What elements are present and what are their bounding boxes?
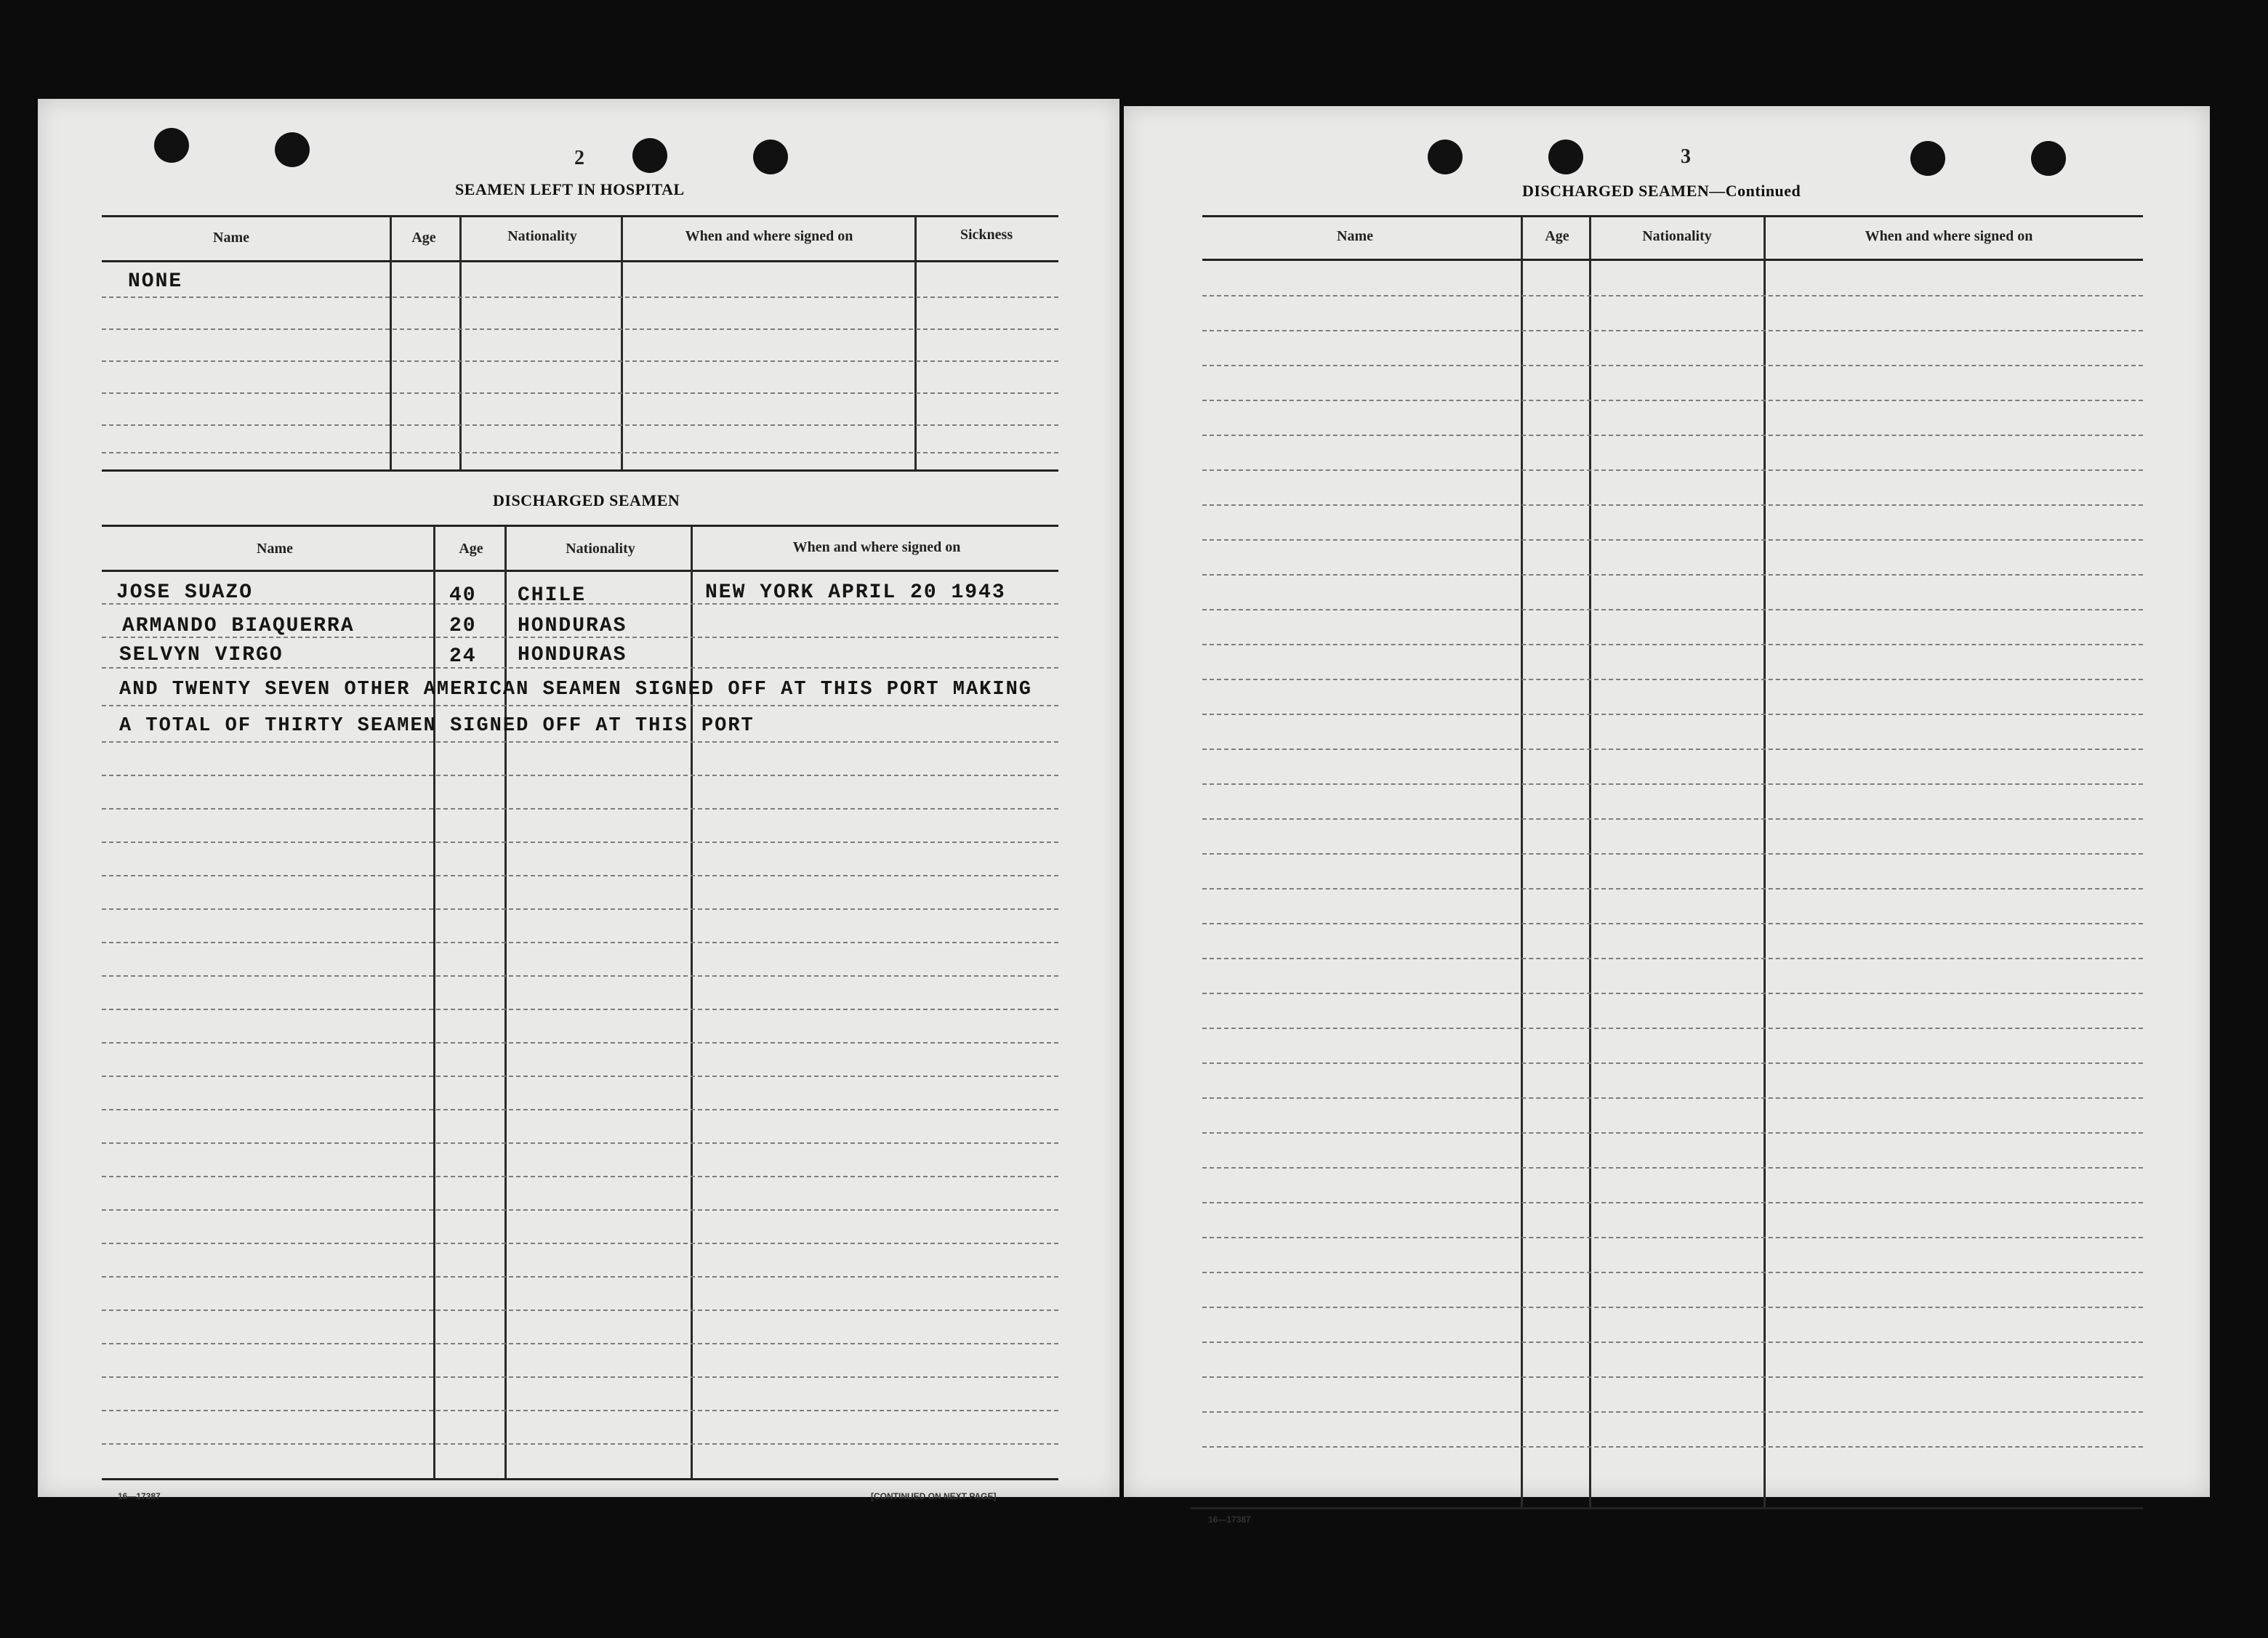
col-header-signed-on: When and where signed on	[685, 228, 853, 244]
ruled-line	[1202, 1132, 2143, 1134]
ruled-line	[1202, 539, 2143, 541]
col-header-nationality: Nationality	[1642, 228, 1712, 244]
ruled-line	[1202, 295, 2143, 296]
seaman-signed-on: NEW YORK APRIL 20 1943	[705, 581, 1006, 604]
ruled-line	[1202, 644, 2143, 645]
ruled-line	[102, 705, 1058, 706]
punch-hole	[275, 132, 310, 167]
seaman-name: SELVYN VIRGO	[119, 644, 284, 666]
ruled-line	[1202, 679, 2143, 680]
col-header-name: Name	[1337, 228, 1373, 244]
column-divider	[621, 217, 623, 469]
ruled-line	[1202, 1202, 2143, 1203]
ruled-line	[102, 1042, 1058, 1044]
discharged-section-title: DISCHARGED SEAMEN	[493, 491, 680, 509]
hospital-section-title: SEAMEN LEFT IN HOSPITAL	[455, 180, 685, 198]
column-divider	[914, 217, 917, 469]
table-rule	[1191, 1507, 2143, 1509]
punch-hole	[1428, 140, 1463, 174]
ruled-line	[102, 1109, 1058, 1110]
ruled-line	[102, 637, 1058, 638]
ruled-line	[1202, 1342, 2143, 1343]
seaman-nationality: HONDURAS	[518, 615, 627, 637]
remark-line: A TOTAL OF THIRTY SEAMEN SIGNED OFF AT THIS PORT	[119, 715, 755, 737]
ruled-line	[1202, 993, 2143, 994]
ruled-line	[1202, 574, 2143, 576]
col-header-age: Age	[411, 230, 436, 246]
column-divider	[1764, 217, 1766, 1507]
page-number: 3	[1681, 145, 1691, 168]
seaman-age: 24	[449, 645, 477, 668]
col-header-age: Age	[1545, 228, 1569, 244]
column-divider	[1589, 217, 1591, 1507]
ruled-line	[102, 1310, 1058, 1311]
table-rule	[102, 469, 1058, 472]
discharged-continued-title: DISCHARGED SEAMEN—Continued	[1522, 182, 1801, 200]
ruled-line	[1202, 1028, 2143, 1029]
ruled-line	[1202, 1411, 2143, 1413]
punch-hole	[753, 140, 788, 174]
ruled-line	[1202, 714, 2143, 715]
column-divider	[504, 526, 507, 1478]
continued-note: [CONTINUED ON NEXT PAGE]	[871, 1491, 997, 1501]
remark-line: AND TWENTY SEVEN OTHER AMERICAN SEAMEN SIGNED OFF AT THIS PORT MAKING	[119, 679, 1032, 701]
ruled-line	[102, 667, 1058, 669]
table-rule	[102, 1478, 1058, 1480]
column-divider	[433, 526, 435, 1478]
col-header-nationality: Nationality	[507, 228, 577, 244]
ruled-line	[102, 775, 1058, 776]
ruled-line	[1202, 1167, 2143, 1169]
seaman-nationality: CHILE	[518, 584, 587, 607]
ruled-line	[1202, 435, 2143, 436]
ruled-line	[1202, 1376, 2143, 1378]
ruled-line	[1202, 888, 2143, 889]
ruled-line	[1202, 504, 2143, 506]
ruled-line	[102, 741, 1058, 743]
ruled-line	[102, 1009, 1058, 1010]
column-divider	[459, 217, 462, 469]
punch-hole	[1910, 141, 1945, 176]
punch-hole	[1548, 140, 1583, 174]
ruled-line	[1202, 1272, 2143, 1273]
ruled-line	[102, 875, 1058, 876]
punch-hole	[154, 128, 189, 163]
hospital-entry: NONE	[128, 270, 183, 293]
ruled-line	[102, 1443, 1058, 1445]
col-header-nationality: Nationality	[566, 541, 635, 557]
ruled-line	[102, 942, 1058, 943]
ruled-line	[102, 1410, 1058, 1411]
ruled-line	[1202, 818, 2143, 820]
ruled-line	[1202, 1062, 2143, 1064]
column-divider	[691, 526, 693, 1478]
ruled-line	[1202, 1307, 2143, 1308]
page-number: 2	[574, 147, 584, 169]
ruled-line	[102, 808, 1058, 810]
ruled-line	[1202, 609, 2143, 610]
col-header-age: Age	[459, 541, 483, 557]
ruled-line	[1202, 1446, 2143, 1448]
ruled-line	[1202, 365, 2143, 366]
ruled-line	[1202, 783, 2143, 785]
ruled-line	[102, 603, 1058, 605]
ruled-line	[102, 1142, 1058, 1144]
ruled-line	[102, 452, 1058, 453]
form-number: 16—17387	[1208, 1514, 1251, 1525]
ruled-line	[1202, 923, 2143, 924]
col-header-name: Name	[257, 541, 293, 557]
punch-hole	[2031, 141, 2066, 176]
seaman-age: 40	[449, 584, 477, 607]
col-header-signed-on: When and where signed on	[792, 539, 961, 555]
ruled-line	[102, 328, 1058, 330]
ruled-line	[102, 1176, 1058, 1177]
ruled-line	[1202, 749, 2143, 750]
punch-hole	[632, 138, 667, 173]
ruled-line	[1202, 1097, 2143, 1099]
table-rule	[102, 525, 1058, 527]
col-header-signed-on: When and where signed on	[1865, 228, 2033, 244]
ruled-line	[102, 1076, 1058, 1077]
ruled-line	[1202, 400, 2143, 401]
table-rule	[102, 570, 1058, 572]
ruled-line	[102, 296, 1058, 298]
table-rule	[1202, 259, 2143, 261]
ruled-line	[1202, 1237, 2143, 1238]
ruled-line	[1202, 958, 2143, 959]
ruled-line	[102, 1376, 1058, 1378]
ruled-line	[102, 1276, 1058, 1278]
seaman-age: 20	[449, 615, 477, 637]
col-header-sickness: Sickness	[960, 227, 1013, 243]
ruled-line	[102, 424, 1058, 426]
form-number: 16—17387	[118, 1491, 161, 1501]
ruled-line	[102, 392, 1058, 394]
col-header-name: Name	[213, 230, 249, 246]
table-rule	[1202, 215, 2143, 217]
ruled-line	[102, 1243, 1058, 1244]
ruled-line	[1202, 853, 2143, 855]
left-page	[38, 99, 1119, 1501]
ruled-line	[102, 1209, 1058, 1211]
seaman-nationality: HONDURAS	[518, 644, 627, 666]
ruled-line	[102, 1343, 1058, 1344]
ruled-line	[102, 842, 1058, 843]
seaman-name: JOSE SUAZO	[116, 581, 254, 604]
column-divider	[1521, 217, 1523, 1507]
right-page	[1124, 106, 2210, 1525]
ruled-line	[1202, 469, 2143, 471]
column-divider	[390, 217, 392, 469]
ruled-line	[102, 975, 1058, 977]
seaman-name: ARMANDO BIAQUERRA	[122, 615, 355, 637]
ruled-line	[1202, 330, 2143, 331]
ruled-line	[102, 360, 1058, 362]
ruled-line	[102, 908, 1058, 910]
